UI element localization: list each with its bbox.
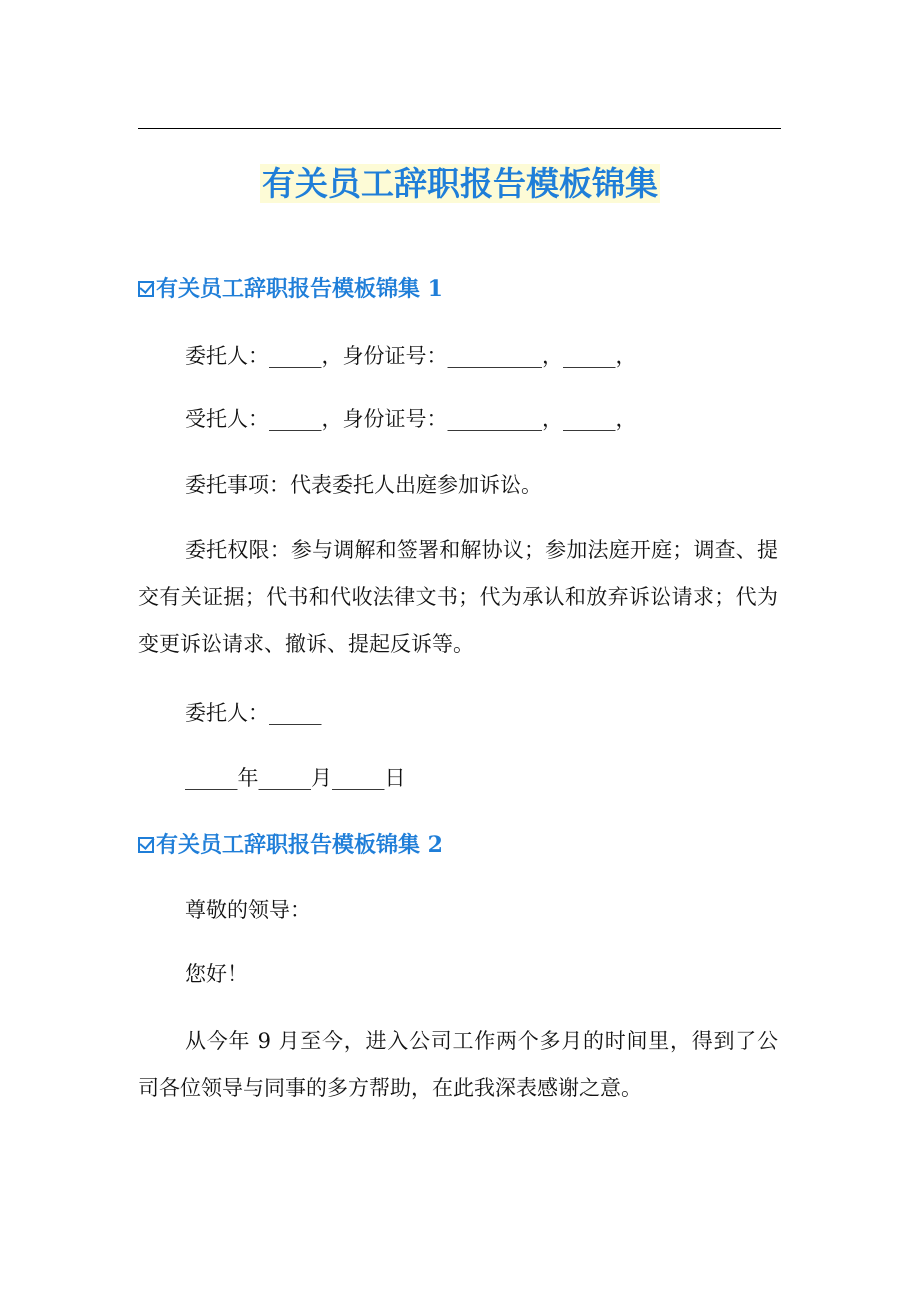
section-1-paragraph-5: 委托人：_____: [185, 701, 322, 725]
section-2-paragraph-3: 从今年 9 月至今，进入公司工作两个多月的时间里，得到了公司各位领导与同事的多方帮助，在此我深表感谢之意。: [138, 1029, 778, 1100]
section-1-paragraph-6: _____年_____月_____日: [185, 766, 406, 790]
section-1-heading: [138, 273, 443, 305]
checkbox-checked-icon: [138, 837, 154, 853]
section-1-paragraph-4: 委托权限：参与调解和签署和解协议；参加法庭开庭；调查、提交有关证据；代书和代收法律文书；代为承认和放弃诉讼请求；代为变更诉讼请求、撤诉、提起反诉等。: [138, 538, 778, 656]
section-2-paragraph-1: 尊敬的领导：: [185, 898, 311, 922]
section-2-heading: [138, 829, 443, 861]
section-2-paragraph-2: 您好！: [185, 962, 248, 986]
document-title-text: 有关员工辞职报告模板锦集: [262, 164, 658, 203]
section-1-paragraph-1: 委托人：_____，身份证号：_________，_____，: [185, 344, 637, 368]
top-divider: [138, 128, 781, 129]
document-title: [0, 160, 920, 208]
section-1-paragraph-3: 委托事项：代表委托人出庭参加诉讼。: [185, 473, 542, 497]
checkbox-checked-icon: [138, 281, 154, 297]
section-1-heading-text: 有关员工辞职报告模板锦集 1: [156, 276, 443, 302]
section-1-paragraph-2: 受托人：_____，身份证号：_________，_____，: [185, 407, 637, 431]
section-2-heading-text: 有关员工辞职报告模板锦集 2: [156, 832, 443, 858]
